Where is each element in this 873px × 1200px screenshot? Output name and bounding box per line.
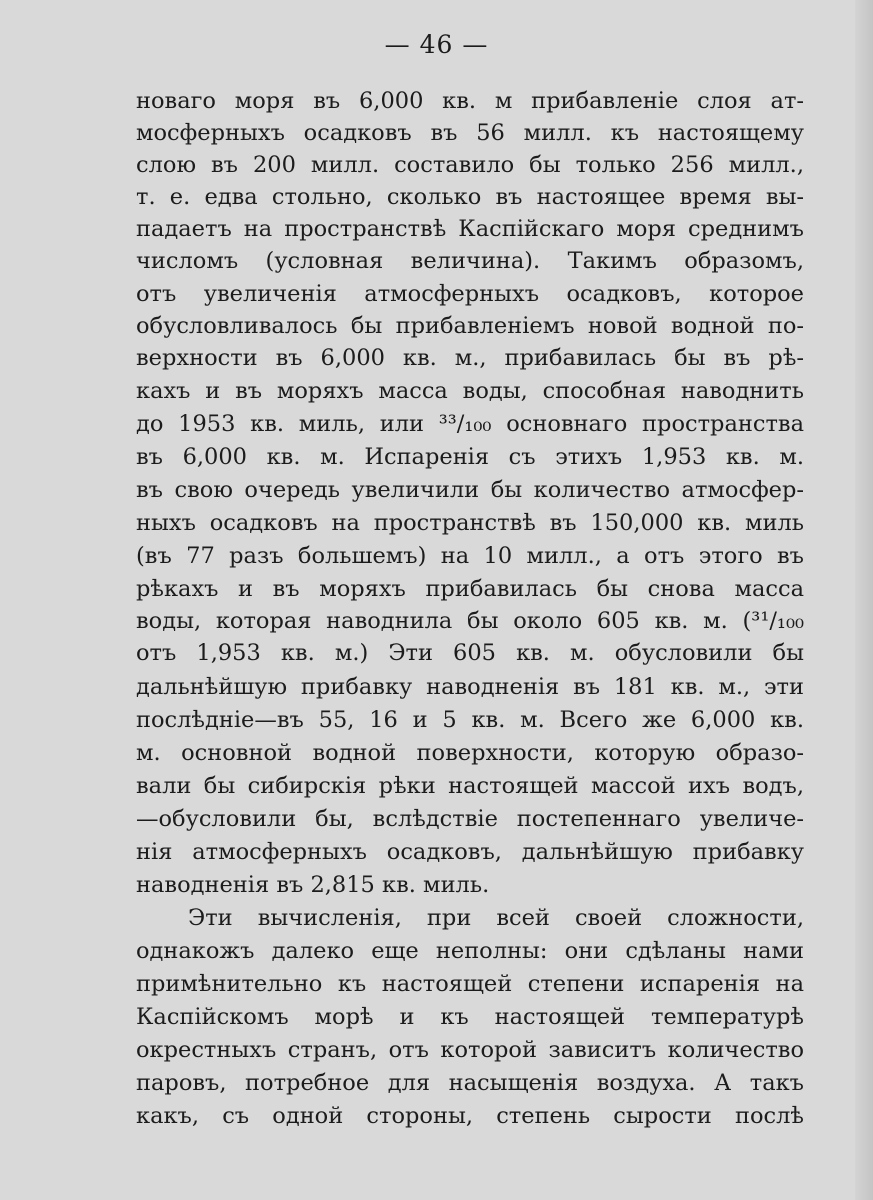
text-line: падаетъ на пространствѣ Каспійскаго моря среднимъ: [136, 216, 804, 242]
text-line: м. основной водной поверхности, которую образо-: [136, 740, 804, 766]
text-line: мосферныхъ осадковъ въ 56 милл. къ настоящему: [136, 120, 804, 146]
text-line: послѣдніе—въ 55, 16 и 5 кв. м. Всего же 6,000 кв.: [136, 707, 804, 733]
text-line: —обусловили бы, вслѣдствіе постепеннаго увеличе-: [136, 806, 804, 832]
text-line: нія атмосферныхъ осадковъ, дальнѣйшую прибавку: [136, 839, 804, 865]
text-line: въ 6,000 кв. м. Испаренія съ этихъ 1,953 кв. м.: [136, 444, 804, 470]
page-number: — 46 —: [384, 30, 489, 59]
text-line: окрестныхъ странъ, отъ которой зависитъ количество: [136, 1037, 804, 1063]
text-line: обусловливалось бы прибавленіемъ новой водной по-: [136, 313, 804, 339]
text-line: числомъ (условная величина). Такимъ образомъ,: [136, 248, 804, 274]
text-line: отъ увеличенія атмосферныхъ осадковъ, которое: [136, 281, 804, 307]
text-line: наводненія въ 2,815 кв. миль.: [136, 872, 490, 898]
text-line: воды, которая наводнила бы около 605 кв. м. (³¹/₁₀₀: [136, 608, 804, 634]
text-line: въ свою очередь увеличили бы количество атмосфер-: [136, 477, 804, 503]
text-line: Каспійскомъ морѣ и къ настоящей температурѣ: [136, 1004, 804, 1030]
text-line: слою въ 200 милл. составило бы только 256 милл.,: [136, 152, 804, 178]
text-line: до 1953 кв. миль, или ³³/₁₀₀ основнаго пространства: [136, 411, 804, 437]
text-line: какъ, съ одной стороны, степень сырости послѣ: [136, 1103, 804, 1129]
text-line: паровъ, потребное для насыщенія воздуха. А такъ: [136, 1070, 804, 1096]
text-line: Эти вычисленія, при всей своей сложности,: [188, 905, 804, 931]
text-line: т. е. едва стольно, сколько въ настоящее время вы-: [136, 184, 804, 210]
text-line: рѣкахъ и въ моряхъ прибавилась бы снова масса: [136, 576, 804, 602]
text-line: однакожъ далеко еще неполны: они сдѣланы нами: [136, 938, 804, 964]
text-line: отъ 1,953 кв. м.) Эти 605 кв. м. обусловили бы: [136, 640, 804, 666]
text-line: вали бы сибирскія рѣки настоящей массой ихъ водъ,: [136, 773, 804, 799]
page-edge: [855, 0, 873, 1200]
text-line: новаго моря въ 6,000 кв. м прибавленіе слоя ат-: [136, 88, 804, 114]
text-line: верхности въ 6,000 кв. м., прибавилась бы въ рѣ-: [136, 345, 804, 371]
text-line: примѣнительно къ настоящей степени испаренія на: [136, 971, 804, 997]
text-line: дальнѣйшую прибавку наводненія въ 181 кв. м., эти: [136, 674, 804, 700]
text-line: (въ 77 разъ большемъ) на 10 милл., а отъ этого въ: [136, 543, 804, 569]
text-line: кахъ и въ моряхъ масса воды, способная наводнить: [136, 378, 804, 404]
text-line: ныхъ осадковъ на пространствѣ въ 150,000 кв. миль: [136, 510, 804, 536]
